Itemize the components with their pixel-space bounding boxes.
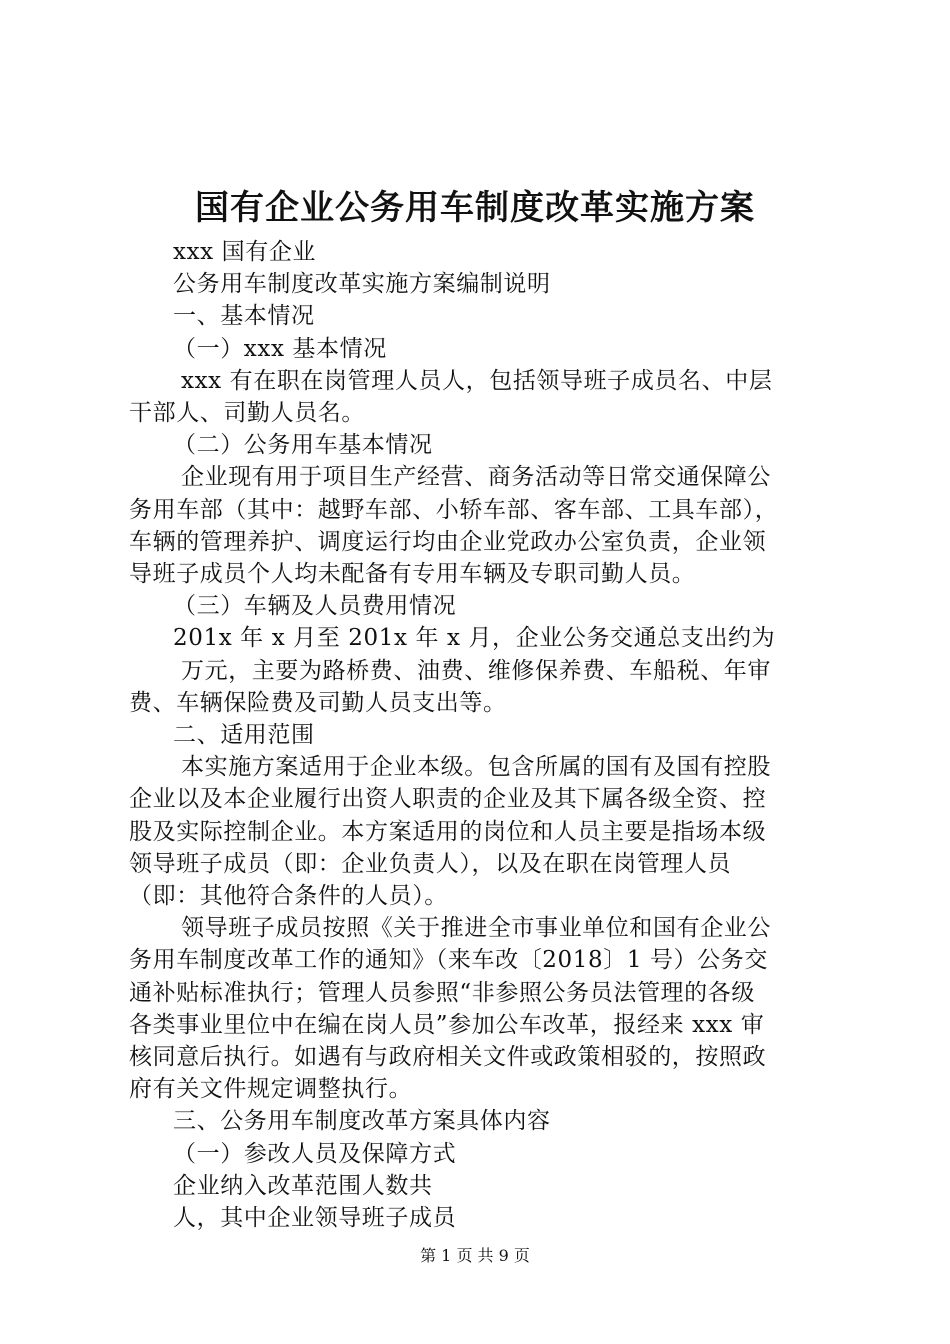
body-line: xxx 国有企业 bbox=[173, 239, 317, 265]
body-line: xxx 有在职在岗管理人员人，包括领导班子成员名、中层 bbox=[181, 367, 773, 394]
body-line: 领导班子成员按照《关于推进全市事业单位和国有企业公 bbox=[181, 915, 771, 942]
body-line: 务用车部（其中：越野车部、小轿车部、客车部、工具车部）， bbox=[129, 496, 779, 523]
body-line: 企业纳入改革范围人数共 bbox=[173, 1172, 433, 1199]
body-line: 核同意后执行。如遇有与政府相关文件或政策相驳的，按照政 bbox=[129, 1044, 767, 1071]
body-line: 企业现有用于项目生产经营、商务活动等日常交通保障公 bbox=[181, 464, 771, 491]
subsection-heading: （一）xxx 基本情况 bbox=[173, 335, 387, 362]
body-line: 领导班子成员（即：企业负责人），以及在职在岗管理人员 bbox=[129, 850, 732, 877]
body-line: 费、车辆保险费及司勤人员支出等。 bbox=[129, 689, 507, 716]
body-line: 各类事业里位中在编在岗人员”参加公车改革，报经来 xxx 审 bbox=[129, 1011, 765, 1038]
body-line: 本实施方案适用于企业本级。包含所属的国有及国有控股 bbox=[181, 754, 771, 781]
body-line: 务用车制度改革工作的通知》（来车改〔2018〕1 号）公务交 bbox=[129, 947, 768, 974]
body-line: 股及实际控制企业。本方案适用的岗位和人员主要是指场本级 bbox=[129, 818, 767, 845]
section-heading: 三、公务用车制度改革方案具体内容 bbox=[173, 1108, 551, 1135]
subsection-heading: （三）车辆及人员费用情况 bbox=[173, 593, 457, 620]
document-title: 国有企业公务用车制度改革实施方案 bbox=[195, 188, 755, 228]
body-line: 通补贴标准执行；管理人员参照“非参照公务员法管理的各级 bbox=[129, 979, 755, 1006]
body-line: 万元，主要为路桥费、油费、维修保养费、车船税、年审 bbox=[181, 657, 771, 684]
body-line: 企业以及本企业履行出资人职责的企业及其下属各级全资、控 bbox=[129, 786, 767, 813]
subsection-heading: （二）公务用车基本情况 bbox=[173, 432, 433, 459]
section-heading: 二、适用范围 bbox=[173, 722, 315, 749]
body-line: 车辆的管理养护、调度运行均由企业党政办公室负责，企业领 bbox=[129, 528, 767, 555]
body-line: 干部人、司勤人员名。 bbox=[129, 400, 365, 427]
body-line: 导班子成员个人均未配备有专用车辆及专职司勤人员。 bbox=[129, 561, 696, 588]
page-footer: 第 1 页 共 9 页 bbox=[420, 1246, 530, 1265]
section-heading: 一、基本情况 bbox=[173, 303, 315, 330]
subsection-heading: （一）参改人员及保障方式 bbox=[173, 1140, 457, 1167]
document-body bbox=[129, 236, 829, 1234]
body-line: 人，其中企业领导班子成员 bbox=[173, 1205, 457, 1232]
body-line: 201x 年 x 月至 201x 年 x 月，企业公务交通总支出约为 bbox=[173, 625, 776, 652]
body-line: 府有关文件规定调整执行。 bbox=[129, 1076, 413, 1103]
body-line: 公务用车制度改革实施方案编制说明 bbox=[173, 271, 551, 298]
body-line: （即：其他符合条件的人员）。 bbox=[129, 883, 448, 910]
